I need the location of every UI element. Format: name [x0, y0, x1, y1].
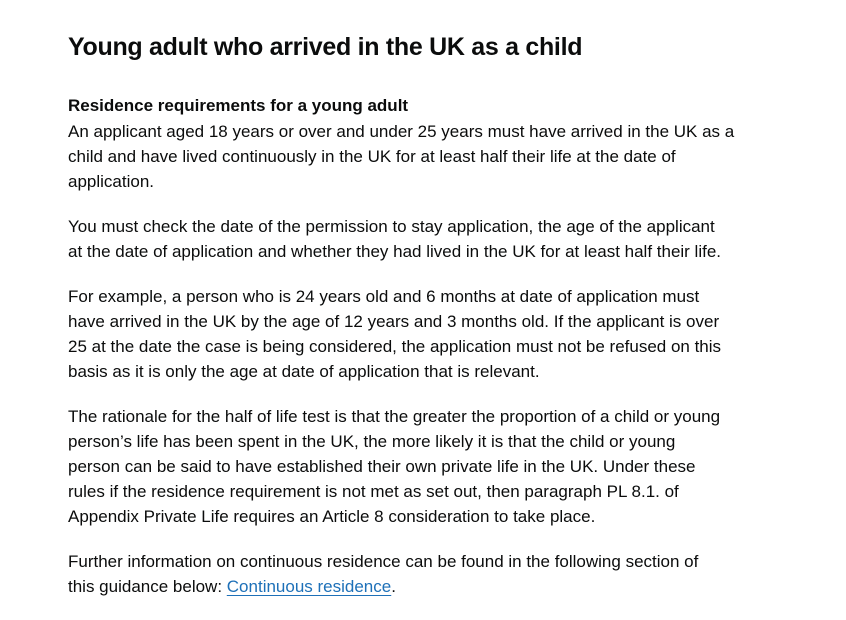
- paragraph-line: at the date of application and whether they had lived in the UK for at least half their life.: [68, 242, 722, 261]
- page-title: Young adult who arrived in the UK as a child: [68, 33, 583, 61]
- paragraph-line: You must check the date of the permission to stay application, the age of the applicant: [68, 217, 715, 236]
- paragraph-residence-requirement: [68, 119, 798, 194]
- paragraph-line: person can be said to have established their own private life in the UK. Under these: [68, 457, 696, 476]
- paragraph-line: rules if the residence requirement is not met as set out, then paragraph PL 8.1. of: [68, 482, 679, 501]
- paragraph-line: application.: [68, 172, 155, 191]
- link-suffix-text: .: [391, 577, 396, 596]
- paragraph-line: have arrived in the UK by the age of 12 years and 3 months old. If the applicant is over: [68, 312, 720, 331]
- paragraph-line: child and have lived continuously in the UK for at least half their life at the date of: [68, 147, 676, 166]
- paragraph-line: 25 at the date the case is being considered, the application must not be refused on this: [68, 337, 722, 356]
- paragraph-line: basis as it is only the age at date of application that is relevant.: [68, 362, 540, 381]
- paragraph-line: Further information on continuous residence can be found in the following section of: [68, 552, 699, 571]
- paragraph-line: person’s life has been spent in the UK, the more likely it is that the child or young: [68, 432, 676, 451]
- paragraph-further-information: [68, 549, 798, 599]
- paragraph-check-date: [68, 214, 798, 264]
- link-prefix-text: this guidance below:: [68, 577, 227, 596]
- paragraph-example: [68, 284, 798, 384]
- paragraph-line: The rationale for the half of life test is that the greater the proportion of a child or young: [68, 407, 721, 426]
- paragraph-line: An applicant aged 18 years or over and under 25 years must have arrived in the UK as a: [68, 122, 735, 141]
- section-subheading: Residence requirements for a young adult: [68, 96, 409, 115]
- continuous-residence-link[interactable]: Continuous residence: [226, 577, 392, 596]
- paragraph-line: For example, a person who is 24 years old and 6 months at date of application must: [68, 287, 700, 306]
- paragraph-rationale: [68, 404, 798, 529]
- paragraph-line: Appendix Private Life requires an Article 8 consideration to take place.: [68, 507, 596, 526]
- paragraph-line-with-link: [68, 574, 798, 599]
